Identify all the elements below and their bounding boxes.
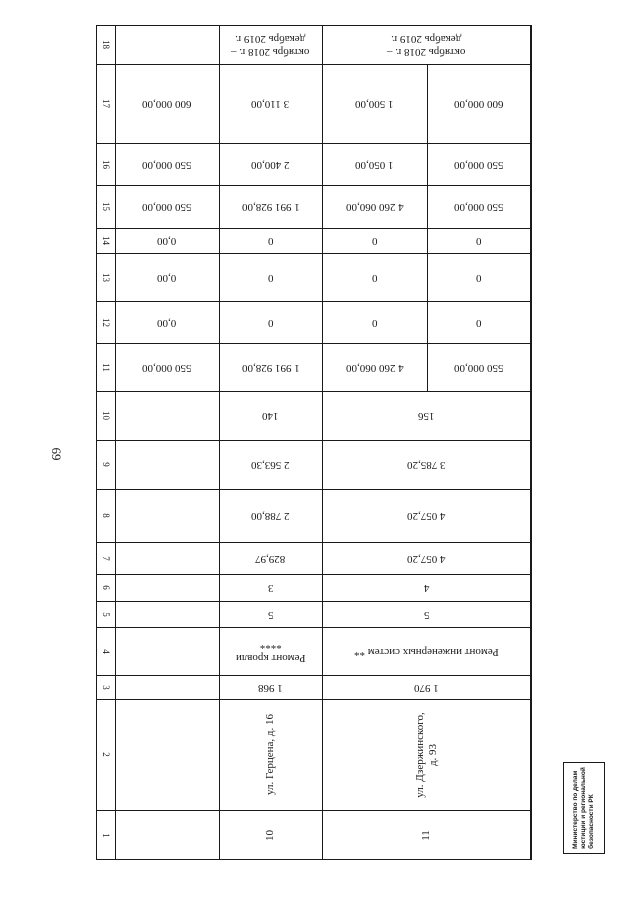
row11-work-type-text: Ремонт инженерных систем ** xyxy=(354,645,499,658)
column-number xyxy=(96,699,115,810)
row10-area-living-text: 2 788,00 xyxy=(251,510,290,522)
row11-fund-federal-a xyxy=(322,301,427,343)
row11-fund-local-a-text: 0 xyxy=(371,235,378,247)
column-number-text: 17 xyxy=(101,99,111,108)
column-number xyxy=(96,574,115,601)
row11-residents-text: 156 xyxy=(418,410,435,422)
column-number xyxy=(96,627,115,675)
row11-work-type xyxy=(322,627,531,675)
row11-unit-cost-b xyxy=(427,143,531,185)
row11-cost-total-a-text: 4 260 060,00 xyxy=(345,361,404,374)
row10-fund-local-text: 0 xyxy=(267,235,274,247)
row11-unit-cost-max-b xyxy=(427,64,531,143)
row11-fund-owners-b xyxy=(427,185,531,228)
top-fund-local-text: 0,00 xyxy=(157,235,177,247)
row10-year-text: 1 968 xyxy=(258,681,283,694)
row11-unit-cost-a xyxy=(322,143,427,185)
row10-floors xyxy=(219,601,322,627)
column-number-text: 4 xyxy=(101,648,111,654)
row10-id xyxy=(219,810,322,860)
column-number-text: 8 xyxy=(101,513,111,518)
top-fund-regional xyxy=(115,253,219,301)
column-number xyxy=(96,253,115,301)
row11-fund-federal-b xyxy=(427,301,531,343)
row11-area-total xyxy=(322,542,531,574)
row10-cost-total-text: 1 991 928,00 xyxy=(241,361,300,374)
row11-cost-total-a xyxy=(322,343,427,391)
row11-fund-regional-a xyxy=(322,253,427,301)
register-table xyxy=(96,25,531,860)
row10-fund-owners xyxy=(219,185,322,228)
column-number xyxy=(96,810,115,860)
row10-floors-text: 5 xyxy=(267,608,274,621)
column-number xyxy=(96,440,115,489)
row11-fund-regional-a-text: 0 xyxy=(371,271,378,284)
row10-cost-total xyxy=(219,343,322,391)
row11-unit-cost-b-text: 550 000,00 xyxy=(454,158,504,171)
row11-unit-cost-a-text: 1 050,00 xyxy=(355,158,394,171)
row10-id-text: 10 xyxy=(264,829,276,841)
column-number xyxy=(96,143,115,185)
row11-floors-text: 5 xyxy=(423,608,430,621)
top-unit-cost-max xyxy=(115,64,219,143)
row11-fund-local-a xyxy=(322,228,427,253)
top-cost-total xyxy=(115,343,219,391)
top-fund-local xyxy=(115,228,219,253)
row10-address xyxy=(219,699,322,810)
column-number-text: 15 xyxy=(101,202,111,211)
row10-fund-regional-text: 0 xyxy=(267,271,274,284)
row10-area-premises-text: 2 563,30 xyxy=(251,459,290,471)
top-fund-owners xyxy=(115,185,219,228)
column-number-text: 9 xyxy=(101,462,111,467)
row10-residents-text: 140 xyxy=(262,410,279,422)
column-number xyxy=(96,64,115,143)
row11-deadline-text: октябрь 2018 г. – декабрь 2019 г. xyxy=(387,32,466,58)
stamp-text: Министерство по делам юстиции и региональной безопасности РК xyxy=(572,767,595,849)
column-number xyxy=(96,301,115,343)
column-number xyxy=(96,228,115,253)
column-number-text: 10 xyxy=(101,411,111,420)
row11-year-text: 1 970 xyxy=(414,681,439,694)
row11-floors xyxy=(322,601,531,627)
top-unit-cost xyxy=(115,143,219,185)
table-rule xyxy=(531,25,532,860)
row11-area-living xyxy=(322,489,531,542)
row10-fund-local xyxy=(219,228,322,253)
registration-stamp xyxy=(563,762,605,854)
row10-unit-cost-text: 2 400,00 xyxy=(251,158,290,171)
row10-work-type xyxy=(219,627,322,675)
row10-year xyxy=(219,675,322,699)
top-unit-cost-text: 550 000,00 xyxy=(142,158,192,171)
row10-work-type-text: Ремонт кровли **** xyxy=(235,639,306,664)
row11-id-text: 11 xyxy=(420,829,432,841)
column-number-text: 3 xyxy=(101,684,111,690)
row11-fund-local-b xyxy=(427,228,531,253)
row10-area-living xyxy=(219,489,322,542)
row10-fund-federal xyxy=(219,301,322,343)
row10-fund-federal-text: 0 xyxy=(267,316,274,329)
column-number xyxy=(96,343,115,391)
column-number-text: 13 xyxy=(101,272,111,282)
top-unit-cost-max-text: 600 000,00 xyxy=(142,98,192,110)
row11-cost-total-b-text: 550 000,00 xyxy=(454,361,504,374)
column-number-text: 18 xyxy=(101,40,111,49)
column-number-text: 11 xyxy=(100,362,111,372)
row10-unit-cost-max-text: 3 110,00 xyxy=(251,98,290,110)
row11-fund-federal-a-text: 0 xyxy=(371,316,378,329)
column-number-text: 16 xyxy=(101,159,111,169)
top-fund-federal xyxy=(115,301,219,343)
row10-unit-cost-max xyxy=(219,64,322,143)
row10-deadline-text: октябрь 2018 г. – декабрь 2019 г. xyxy=(231,32,310,58)
column-number xyxy=(96,185,115,228)
row11-deadline xyxy=(322,25,531,64)
row11-fund-federal-b-text: 0 xyxy=(476,316,482,329)
row10-address-text: ул. Герцена, д. 16 xyxy=(263,713,276,796)
row11-area-premises xyxy=(322,440,531,489)
column-number xyxy=(96,601,115,627)
row11-cost-total-b xyxy=(427,343,531,391)
row11-year xyxy=(322,675,531,699)
row10-unit-cost xyxy=(219,143,322,185)
row11-address-text: ул. Дзержинского, д. 93 xyxy=(413,711,439,798)
row10-residents xyxy=(219,391,322,440)
column-number-text: 12 xyxy=(101,317,111,327)
top-fund-owners-text: 550 000,00 xyxy=(142,201,192,213)
column-number-text: 7 xyxy=(101,555,111,561)
top-fund-regional-text: 0,00 xyxy=(157,271,177,284)
row11-entrances xyxy=(322,574,531,601)
row10-fund-owners-text: 1 991 928,00 xyxy=(241,201,300,213)
row11-unit-cost-max-b-text: 600 000,00 xyxy=(454,98,504,110)
row10-area-premises xyxy=(219,440,322,489)
row11-id xyxy=(322,810,531,860)
column-number xyxy=(96,542,115,574)
row11-area-premises-text: 3 785,20 xyxy=(407,459,446,471)
row11-unit-cost-max-a-text: 1 500,00 xyxy=(355,98,394,110)
column-number-text: 5 xyxy=(101,611,111,617)
row10-area-total xyxy=(219,542,322,574)
row10-fund-regional xyxy=(219,253,322,301)
row11-area-living-text: 4 057,20 xyxy=(407,510,446,522)
row10-entrances xyxy=(219,574,322,601)
row11-residents xyxy=(322,391,531,440)
column-number-text: 6 xyxy=(101,585,111,590)
column-number xyxy=(96,391,115,440)
column-number xyxy=(96,25,115,64)
row11-area-total-text: 4 057,20 xyxy=(407,552,446,565)
top-fund-federal-text: 0,00 xyxy=(157,316,177,329)
row11-fund-owners-a-text: 4 260 060,00 xyxy=(345,201,404,213)
row11-fund-regional-b-text: 0 xyxy=(476,271,482,284)
column-number-text: 14 xyxy=(101,236,111,245)
page-number: 69 xyxy=(49,447,64,461)
row11-fund-regional-b xyxy=(427,253,531,301)
row10-area-total-text: 829,97 xyxy=(255,552,286,565)
row11-entrances-text: 4 xyxy=(423,582,430,594)
column-number-text: 1 xyxy=(101,832,111,838)
column-number-text: 2 xyxy=(101,752,111,757)
row11-fund-owners-b-text: 550 000,00 xyxy=(454,201,504,213)
row10-entrances-text: 3 xyxy=(267,582,274,594)
row11-address xyxy=(322,699,531,810)
column-number xyxy=(96,489,115,542)
top-cost-total-text: 550 000,00 xyxy=(142,361,192,374)
row11-fund-local-b-text: 0 xyxy=(476,235,482,247)
column-number xyxy=(96,675,115,699)
row11-fund-owners-a xyxy=(322,185,427,228)
row10-deadline xyxy=(219,25,322,64)
row11-unit-cost-max-a xyxy=(322,64,427,143)
